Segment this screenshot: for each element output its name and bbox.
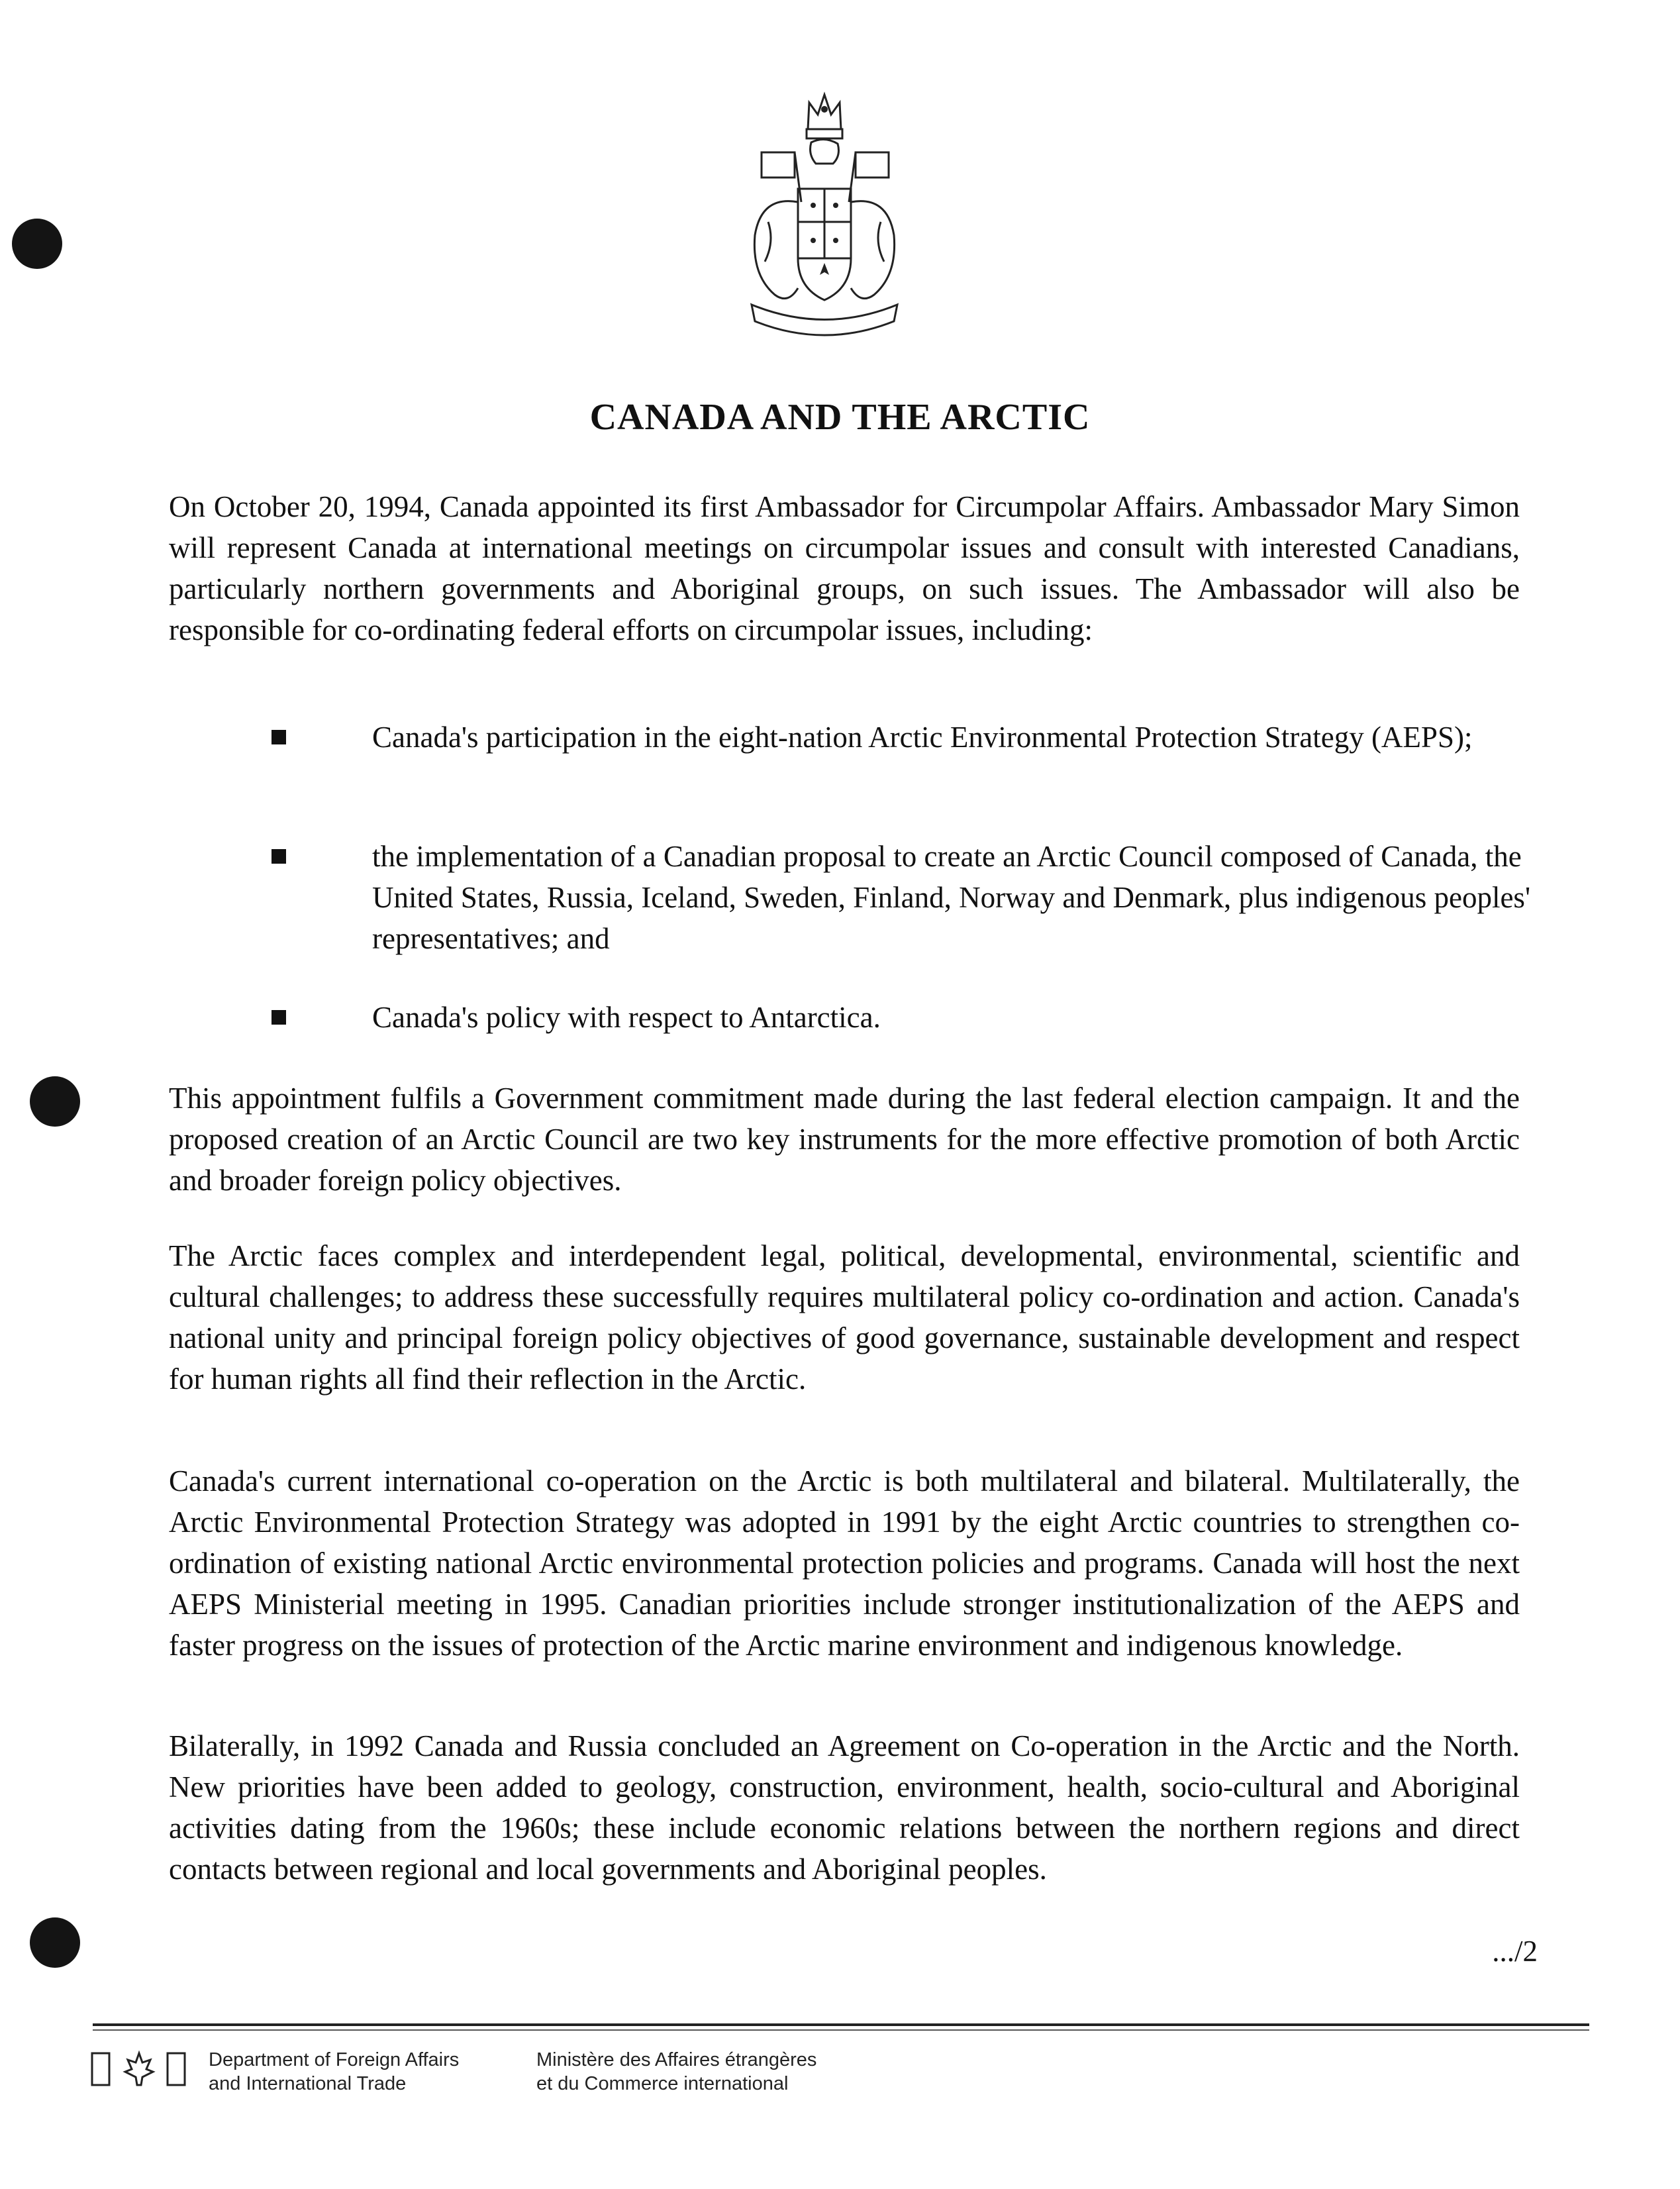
footer-department-french xyxy=(536,2048,816,2096)
footer-divider-thin xyxy=(93,2029,1589,2031)
intro-paragraph: On October 20, 1994, Canada appointed its first Ambassador for Circumpolar Affairs. Ambassador Mary Simon will represent Canada at international meetings on circumpolar issues and consult with interested Canadians, particularly northern governments and Aboriginal groups, on such issues. The Ambassador will also be responsible for co-ordinating federal efforts on circumpolar issues, including: xyxy=(169,490,1520,646)
footer-divider xyxy=(93,2023,1589,2026)
canada-flag-wordmark-icon xyxy=(89,2047,189,2090)
bullet-text: the implementation of a Canadian proposal to create an Arctic Council composed of Canada, the United States, Russia, Iceland, Sweden, Finland, Norway and Denmark, plus indigenous peoples' representatives; and xyxy=(372,840,1531,955)
footer-french-line1: Ministère des Affaires étrangères xyxy=(536,2049,817,2070)
paragraph-arctic-challenges: The Arctic faces complex and interdependent legal, political, developmental, environmental, scientific and cultural challenges; to address these successfully requires multilateral policy co-ordination and action. Canada's national unity and principal foreign policy objectives of good governance, sustainable development and respect for human rights all find their reflection in the Arctic. xyxy=(169,1239,1520,1396)
paragraph-multilateral: Canada's current international co-operation on the Arctic is both multilateral and bilateral. Multilaterally, the Arctic Environmental Protection Strategy was adopted in 1991 by the eight Arctic countries to strengthen co-ordination of existing national Arctic environmental protection policies and programs. Canada will host the next AEPS Ministerial meeting in 1995. Canadian priorities include stronger institutionalization of the AEPS and faster progress on the issues of protection of the Arctic marine environment and indigenous knowledge. xyxy=(169,1464,1520,1662)
page-continuation: .../2 xyxy=(1492,1935,1538,1968)
paragraph-appointment: This appointment fulfils a Government commitment made during the last federal election campaign. It and the proposed creation of an Arctic Council are two key instruments for the more effective promotion of both Arctic and broader foreign policy objectives. xyxy=(169,1082,1520,1197)
punch-hole-top xyxy=(12,219,62,269)
punch-hole-middle xyxy=(30,1076,80,1127)
bullet-text: Canada's policy with respect to Antarctica. xyxy=(372,1001,881,1034)
punch-hole-bottom xyxy=(30,1917,80,1968)
footer-english-line2: and International Trade xyxy=(209,2073,407,2094)
document-title: CANADA AND THE ARCTIC xyxy=(589,397,1091,438)
footer-department-english xyxy=(209,2048,459,2096)
square-bullet-icon xyxy=(272,849,286,864)
paragraph-bilateral: Bilaterally, in 1992 Canada and Russia concluded an Agreement on Co-operation in the Arctic and the North. New priorities have been added to geology, construction, environment, health, socio-cultural and Aboriginal activities dating from the 1960s; these include economic relations between the northern regions and direct contacts between regional and local governments and Aboriginal peoples. xyxy=(169,1729,1520,1886)
bullet-text: Canada's participation in the eight-nation Arctic Environmental Protection Strategy (AEPS); xyxy=(372,721,1473,754)
square-bullet-icon xyxy=(272,730,286,744)
footer-french-line2: et du Commerce international xyxy=(536,2073,789,2094)
footer-english-line1: Department of Foreign Affairs xyxy=(209,2049,460,2070)
square-bullet-icon xyxy=(272,1010,286,1025)
canada-coat-of-arms-icon xyxy=(735,89,914,348)
